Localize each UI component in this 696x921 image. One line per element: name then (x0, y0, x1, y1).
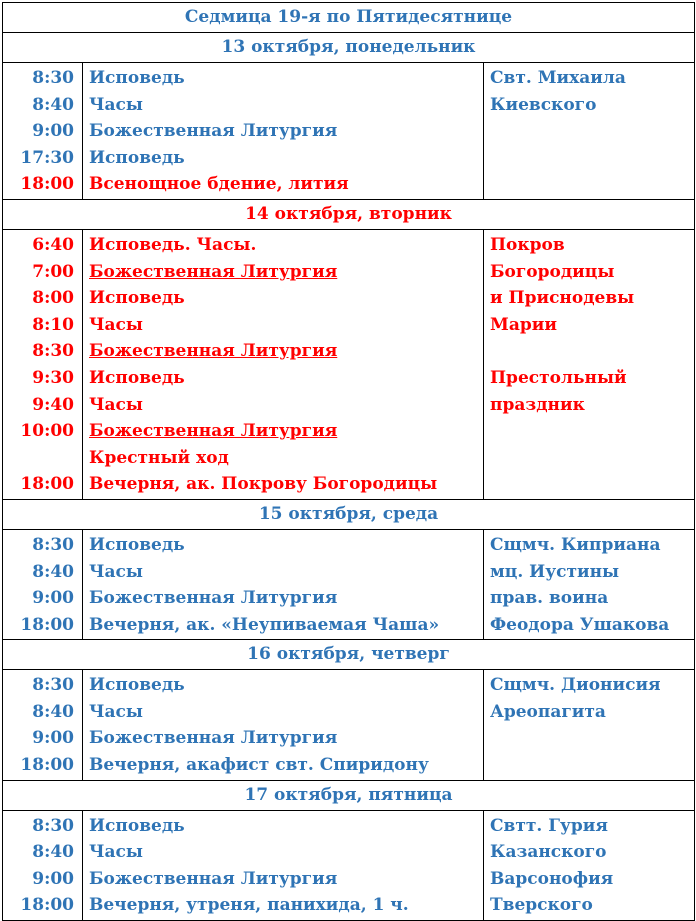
time: 9:00 (32, 728, 74, 749)
event: Божественная Литургия (89, 261, 338, 282)
saint-line: Сщмч. Киприана (490, 534, 661, 555)
event: Божественная Литургия (89, 588, 338, 609)
event: Божественная Литургия (89, 421, 338, 442)
day-schedule-row (3, 810, 695, 920)
time: 9:00 (32, 121, 74, 142)
event: Часы (89, 701, 143, 722)
time: 9:40 (32, 394, 74, 415)
saint-line: Киевского (490, 94, 597, 115)
saint-line: Марии (490, 314, 557, 335)
saint-line: и Приснодевы (490, 288, 635, 309)
week-header-row (3, 3, 695, 33)
saint-line: прав. воина (490, 588, 609, 609)
time: 9:30 (32, 367, 74, 388)
time: 8:30 (32, 534, 74, 555)
events-cell (83, 529, 484, 639)
time: 8:30 (32, 815, 74, 836)
saint-line: Варсонофия (490, 868, 614, 889)
events-cell (83, 810, 484, 920)
time: 8:30 (32, 341, 74, 362)
time: 6:40 (32, 234, 74, 255)
week-title: Седмица 19-я по Пятидесятнице (3, 3, 695, 33)
event: Исповедь (89, 815, 185, 836)
event: Часы (89, 842, 143, 863)
event: Исповедь (89, 147, 185, 168)
saint-line: Богородицы (490, 261, 615, 282)
time-blank (3, 445, 74, 472)
times-cell (3, 229, 83, 499)
saint-line: Свт. Михаила (490, 68, 626, 88)
saint-line: Свтт. Гурия (490, 815, 608, 836)
time: 17:30 (20, 147, 74, 168)
event: Божественная Литургия (89, 341, 338, 362)
time: 18:00 (20, 474, 74, 495)
saint-cell (484, 529, 695, 639)
time: 18:00 (20, 174, 74, 195)
event: Часы (89, 94, 143, 115)
events-cell (83, 229, 484, 499)
times-cell (3, 810, 83, 920)
saint-line: Ареопагита (490, 701, 606, 722)
time: 8:40 (32, 842, 74, 863)
saint-line: Сщмч. Дионисия (490, 675, 661, 696)
saint-line: Престольный (490, 367, 627, 388)
event: Всенощное бдение, лития (89, 174, 349, 195)
day-date: 15 октября, среда (3, 499, 695, 529)
time: 8:40 (32, 94, 74, 115)
event: Божественная Литургия (89, 121, 338, 142)
saint-cell (484, 810, 695, 920)
day-date: 17 октября, пятница (3, 780, 695, 810)
saint-line: мц. Иустины (490, 561, 620, 582)
time: 7:00 (32, 261, 74, 282)
day-date-row (3, 780, 695, 810)
time: 18:00 (20, 614, 74, 635)
day-schedule-row (3, 63, 695, 200)
saint-blank (490, 338, 694, 365)
time: 8:30 (32, 675, 74, 696)
event: Часы (89, 314, 143, 335)
events-cell (83, 670, 484, 780)
day-date: 16 октября, четверг (3, 640, 695, 670)
time: 8:30 (32, 68, 74, 88)
time: 9:00 (32, 868, 74, 889)
event: Исповедь (89, 288, 185, 309)
time: 8:10 (32, 314, 74, 335)
time: 18:00 (20, 895, 74, 916)
saint-cell (484, 63, 695, 200)
saint-cell (484, 670, 695, 780)
time: 10:00 (20, 421, 74, 442)
day-date-row (3, 499, 695, 529)
saint-line: Казанского (490, 842, 607, 863)
day-date: 14 октября, вторник (3, 199, 695, 229)
day-date: 13 октября, понедельник (3, 33, 695, 63)
time: 18:00 (20, 755, 74, 776)
events-cell (83, 63, 484, 200)
event: Вечерня, ак. «Неупиваемая Чаша» (89, 614, 440, 635)
day-date-row (3, 199, 695, 229)
event: Вечерня, утреня, панихида, 1 ч. (89, 895, 409, 916)
event: Часы (89, 561, 143, 582)
time: 8:00 (32, 288, 74, 309)
day-date-row (3, 33, 695, 63)
saint-cell (484, 229, 695, 499)
event: Вечерня, ак. Покрову Богородицы (89, 474, 438, 495)
event: Вечерня, акафист свт. Спиридону (89, 755, 429, 776)
time: 9:00 (32, 588, 74, 609)
event: Божественная Литургия (89, 868, 338, 889)
times-cell (3, 63, 83, 200)
times-cell (3, 529, 83, 639)
times-cell (3, 670, 83, 780)
event: Божественная Литургия (89, 728, 338, 749)
event: Исповедь (89, 675, 185, 696)
time: 8:40 (32, 561, 74, 582)
saint-line: Покров (490, 234, 565, 255)
day-schedule-row (3, 229, 695, 499)
day-date-row (3, 640, 695, 670)
event: Исповедь (89, 68, 185, 88)
saint-line: Феодора Ушакова (490, 614, 670, 635)
day-schedule-row (3, 670, 695, 780)
schedule-table (2, 2, 695, 921)
time: 8:40 (32, 701, 74, 722)
event: Часы (89, 394, 143, 415)
event: Исповедь. Часы. (89, 234, 257, 255)
event: Исповедь (89, 534, 185, 555)
event: Крестный ход (89, 447, 229, 468)
saint-line: Тверского (490, 895, 593, 916)
event: Исповедь (89, 367, 185, 388)
day-schedule-row (3, 529, 695, 639)
saint-line: праздник (490, 394, 585, 415)
